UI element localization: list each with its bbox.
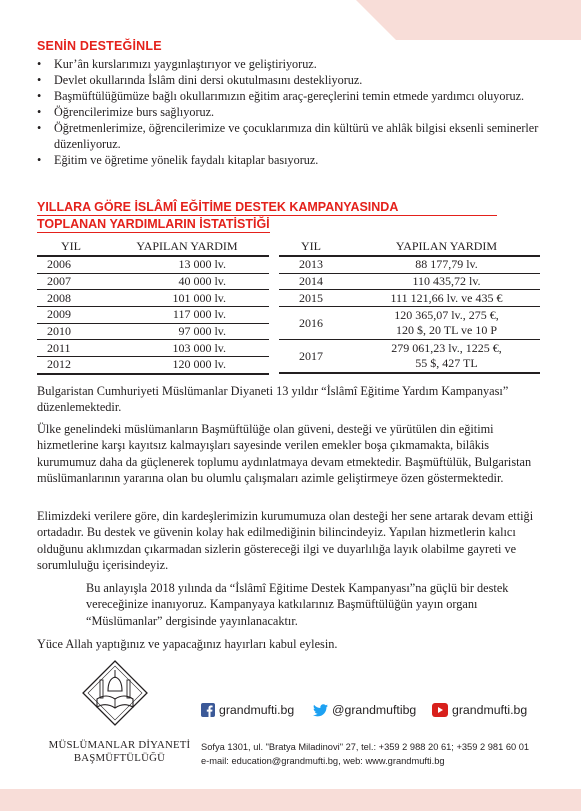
year-cell: 2011 — [37, 340, 105, 357]
table-row — [37, 340, 269, 357]
stats-title — [37, 199, 497, 233]
support-list — [37, 56, 557, 168]
table-row — [37, 357, 269, 374]
paragraph-2: Ülke genelindeki müslümanların Başmüftülüğe olan güveni, desteği ve yürütülen din eğitimi hizmetlerine karşı kayıtsız kalmayışları sayesinde verilen emekler boşa çıkmamakta, bilâkis kurumumuz daha da güçlenerek toplumu aydınlatmaya devam etmektedir. Başmüftülük, Bulgaristan müslümanlarının yararına olan bu olumlu çalışmaları azimle geliştirmeye özen göstermektedir. — [37, 422, 532, 486]
organization-name — [37, 739, 202, 765]
year-cell: 2012 — [37, 357, 105, 374]
table-row — [37, 307, 269, 324]
amount-cell: 97 000 lv. — [105, 323, 269, 340]
amount-line: 120 365,07 lv., 275 €, — [394, 308, 499, 323]
stats-table-right — [279, 237, 540, 374]
amount-line: 120 $, 20 TL ve 10 P — [396, 322, 497, 337]
stats-title-line-2: TOPLANAN YARDIMLARIN İSTATİSTİĞİ — [37, 217, 270, 231]
amount-line: 55 $, 427 TL — [415, 355, 478, 370]
contact-info — [201, 740, 529, 768]
year-cell: 2010 — [37, 323, 105, 340]
amount-cell: 117 000 lv. — [105, 307, 269, 324]
amount-cell: 101 000 lv. — [105, 290, 269, 307]
amount-line: 279 061,23 lv., 1225 €, — [391, 341, 502, 356]
amount-cell: 40 000 lv. — [105, 273, 269, 290]
year-cell: 2006 — [37, 256, 105, 273]
paragraph-5: Yüce Allah yaptığınız ve yapacağınız hayırları kabul eylesin. — [37, 637, 338, 651]
year-cell: 2013 — [279, 256, 353, 273]
organization-name-line-2: BAŞMÜFTÜLÜĞÜ — [73, 752, 166, 764]
year-cell: 2014 — [279, 273, 353, 290]
amount-cell: 120 000 lv. — [105, 357, 269, 374]
amount-cell: 110 435,72 lv. — [353, 273, 540, 290]
youtube-icon — [432, 703, 448, 717]
column-header-year: YIL — [279, 237, 353, 256]
table-row — [37, 323, 269, 340]
table-row — [279, 307, 540, 340]
table-row — [37, 273, 269, 290]
youtube-handle: grandmufti.bg — [452, 703, 528, 717]
facebook-link[interactable] — [201, 703, 294, 717]
column-header-amount: YAPILAN YARDIM — [105, 237, 269, 256]
list-item: • Öğrencilerimize burs sağlıyoruz. — [37, 104, 557, 120]
twitter-icon — [313, 704, 328, 717]
amount-cell: 111 121,66 lv. ve 435 € — [353, 290, 540, 307]
paragraph-3: Elimizdeki verilere göre, din kardeşlerimizin kurumumuza olan desteği her sene artarak devam ettiği ortadadır. Bu destek ve güvenin kolay hak edilmediğinin bilincindeyiz. Yapılan hizmetlerin kalıcı olduğunu aklımızdan çıkarmadan sizlerin göstereceği ilgi ve duyarlılığa layık olabilme gayreti ve sorumluluğu içerisindeyiz. — [37, 509, 534, 573]
list-item: • Devlet okullarında İslâm dini dersi okutulmasını destekliyoruz. — [37, 72, 557, 88]
stats-table-left — [37, 237, 269, 375]
address-line: Sofya 1301, ul. "Bratya Miladinovi" 27, tel.: +359 2 988 20 61; +359 2 981 60 01 — [201, 742, 530, 752]
mosque-book-logo — [79, 659, 151, 731]
column-header-year: YIL — [37, 237, 105, 256]
year-cell: 2016 — [279, 307, 353, 340]
table-row — [37, 256, 269, 273]
email-web-line: e-mail: education@grandmufti.bg, web: www.grandmufti.bg — [201, 756, 445, 766]
table-row — [279, 290, 540, 307]
table-row — [37, 290, 269, 307]
amount-cell — [353, 307, 540, 340]
list-item: • Başmüftülüğümüze bağlı okullarımızın eğitim araç-gereçlerini temin etmede yardımcı oluyoruz. — [37, 88, 557, 104]
amount-cell: 103 000 lv. — [105, 340, 269, 357]
twitter-handle: @grandmuftibg — [332, 703, 417, 717]
youtube-link[interactable] — [432, 703, 527, 717]
list-item: • Kur’ân kurslarımızı yaygınlaştırıyor ve geliştiriyoruz. — [37, 56, 557, 72]
bottom-decoration — [0, 789, 581, 811]
table-row — [279, 340, 540, 374]
amount-cell — [353, 340, 540, 374]
corner-decoration — [356, 0, 581, 40]
amount-cell: 13 000 lv. — [105, 256, 269, 273]
stats-title-line-1: YILLARA GÖRE İSLÂMÎ EĞİTİME DESTEK KAMPANYASINDA — [37, 199, 497, 216]
facebook-icon — [201, 703, 215, 717]
support-title: SENİN DESTEĞİNLE — [37, 39, 162, 53]
list-item: • Eğitim ve öğretime yönelik faydalı kitaplar basıyoruz. — [37, 152, 557, 168]
year-cell: 2009 — [37, 307, 105, 324]
paragraph-1: Bulgaristan Cumhuriyeti Müslümanlar Diyaneti 13 yıldır “İslâmî Eğitime Yardım Kampanyası” düzenlemektedir. — [37, 384, 509, 415]
twitter-link[interactable] — [313, 703, 416, 717]
year-cell: 2017 — [279, 340, 353, 374]
organization-name-line-1: MÜSLÜMANLAR DİYANETİ — [48, 739, 191, 751]
column-header-amount: YAPILAN YARDIM — [353, 237, 540, 256]
year-cell: 2008 — [37, 290, 105, 307]
year-cell: 2015 — [279, 290, 353, 307]
paragraph-4: Bu anlayışla 2018 yılında da “İslâmî Eğitime Destek Kampanyası”na güçlü bir destek vereceğinize inanıyoruz. Kampanyaya katkılarınız Başmüftülüğün yayın organı “Müslümanlar” dergisinde yayınlanacaktır. — [86, 581, 509, 628]
amount-cell: 88 177,79 lv. — [353, 256, 540, 273]
facebook-handle: grandmufti.bg — [219, 703, 295, 717]
year-cell: 2007 — [37, 273, 105, 290]
table-row — [279, 273, 540, 290]
list-item: • Öğretmenlerimize, öğrencilerimize ve çocuklarımıza din kültürü ve ahlâk bilgisi eksenli seminerler düzenliyoruz. — [37, 120, 557, 152]
table-row — [279, 256, 540, 273]
